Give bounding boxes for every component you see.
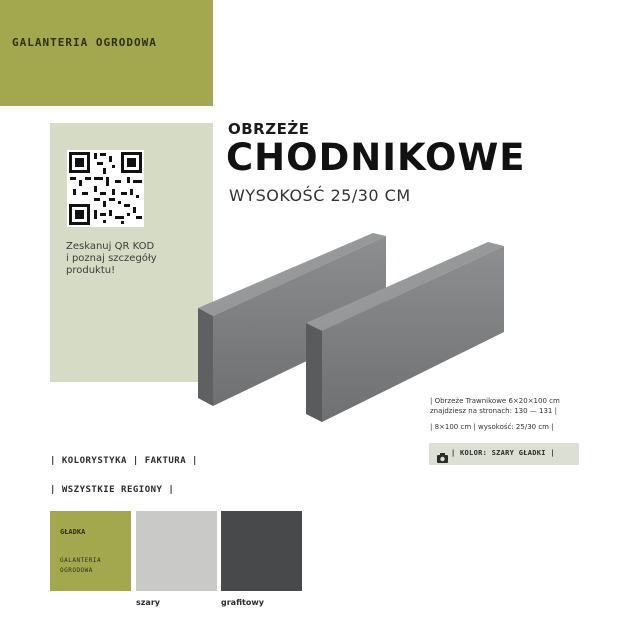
info-line-1: | Obrzeże Trawnikowe 6×20×100 cm	[430, 397, 560, 405]
swatch-szary[interactable]	[136, 511, 217, 591]
color-badge	[429, 443, 579, 465]
brand-label: GALANTERIA OGRODOWA	[60, 557, 102, 574]
qr-code-icon	[67, 150, 144, 227]
color-label: | KOLOR: SZARY GŁADKI |	[451, 449, 555, 457]
finish-panel	[50, 511, 131, 591]
info-line-3: | 8×100 cm | wysokość: 25/30 cm |	[430, 423, 554, 431]
qr-code[interactable]	[67, 150, 144, 227]
regions-label: | WSZYSTKIE REGIONY |	[50, 485, 175, 495]
swatch-name-grafitowy: grafitowy	[221, 598, 264, 607]
camera-icon	[437, 448, 448, 467]
product-info	[430, 396, 560, 432]
page-title: CHODNIKOWE	[226, 136, 526, 179]
finish-label: GŁADKA	[60, 528, 86, 536]
header-band	[0, 0, 213, 106]
swatch-grafitowy[interactable]	[221, 511, 302, 591]
swatch-name-szary: szary	[136, 598, 160, 607]
title-line1: OBRZEŻE	[228, 120, 310, 138]
title-subtitle: WYSOKOŚĆ 25/30 CM	[229, 186, 411, 205]
category-label: GALANTERIA OGRODOWA	[12, 36, 157, 49]
info-line-2: znajdziesz na stronach: 130 — 131 |	[430, 407, 557, 415]
color-texture-tabs[interactable]: | KOLORYSTYKA | FAKTURA |	[50, 456, 198, 466]
scan-instruction: Zeskanuj QR KOD i poznaj szczegóły produktu!	[66, 241, 157, 276]
